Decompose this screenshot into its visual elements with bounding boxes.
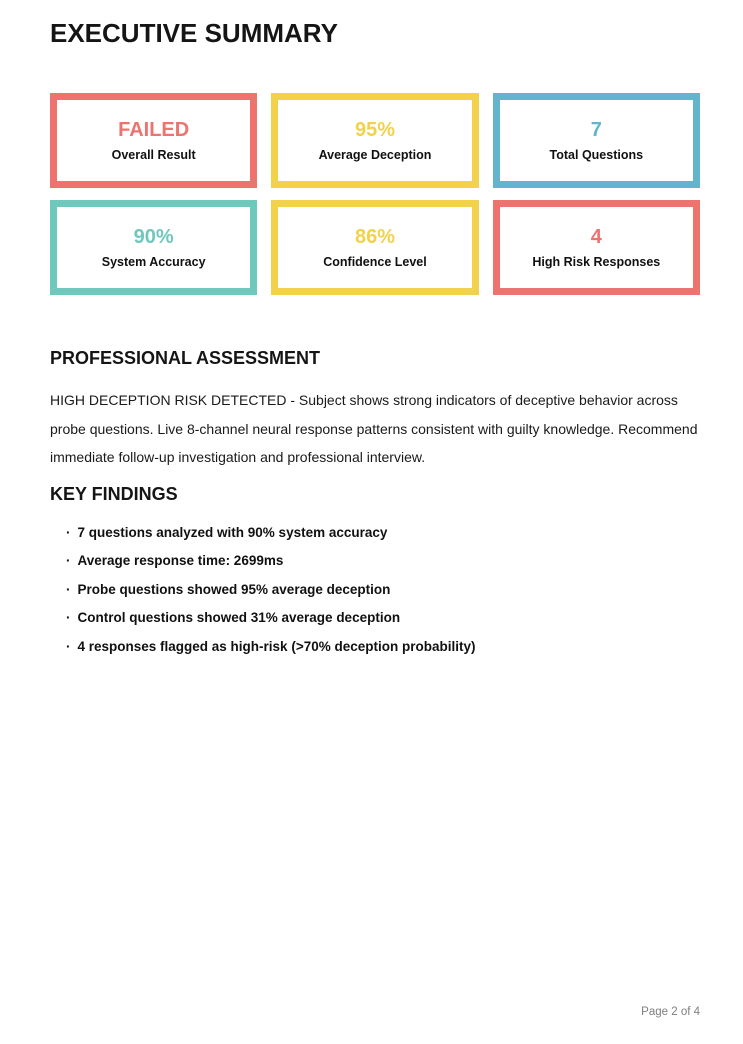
assessment-heading: PROFESSIONAL ASSESSMENT [50,348,321,368]
finding-text: 7 questions analyzed with 90% system accuracy [77,524,388,540]
page-title: EXECUTIVE SUMMARY [50,18,338,48]
finding-text: Control questions showed 31% average deception [77,610,401,625]
metric-card-system-accuracy [50,200,257,295]
metric-value: 95% [354,118,395,141]
metric-label: Overall Result [111,147,196,162]
metric-value: FAILED [118,118,190,141]
metric-label: Total Questions [549,147,644,162]
metric-value: 86% [354,225,395,248]
metric-card-total-questions [493,93,700,188]
metric-label: System Accuracy [101,254,206,269]
metric-value: 7 [590,118,602,141]
metric-value: 4 [590,225,602,248]
finding-item [66,525,700,541]
bullet-icon: · [66,581,71,597]
finding-item [66,582,700,598]
assessment-body-text: HIGH DECEPTION RISK DETECTED - Subject shows strong indicators of deceptive behavior across probe questions. Live 8-channel neural response patterns consistent with guilty knowledge. Recommend immediate follow-up investigation and professional interview. [50,392,698,465]
finding-item [66,553,700,569]
metric-label: High Risk Responses [532,254,661,269]
finding-text: Average response time: 2699ms [77,553,284,568]
metric-card-grid [50,93,700,295]
metric-card-confidence-level [271,200,478,295]
metric-label: Confidence Level [323,254,427,269]
bullet-icon: · [66,553,71,568]
metric-label: Average Deception [318,147,432,162]
metric-card-high-risk-responses [493,200,700,295]
finding-text: Probe questions showed 95% average deception [77,581,391,597]
findings-list [50,525,700,655]
page-number: Page 2 of 4 [641,1006,700,1018]
metric-value: 90% [133,225,174,248]
finding-item [66,639,700,655]
findings-heading: KEY FINDINGS [50,483,178,504]
metric-card-overall-result [50,93,257,188]
finding-item [66,610,700,626]
bullet-icon: · [66,524,71,540]
finding-text: 4 responses flagged as high-risk (>70% deception probability) [77,638,476,654]
bullet-icon: · [66,610,71,625]
metric-card-average-deception [271,93,478,188]
bullet-icon: · [66,638,71,654]
